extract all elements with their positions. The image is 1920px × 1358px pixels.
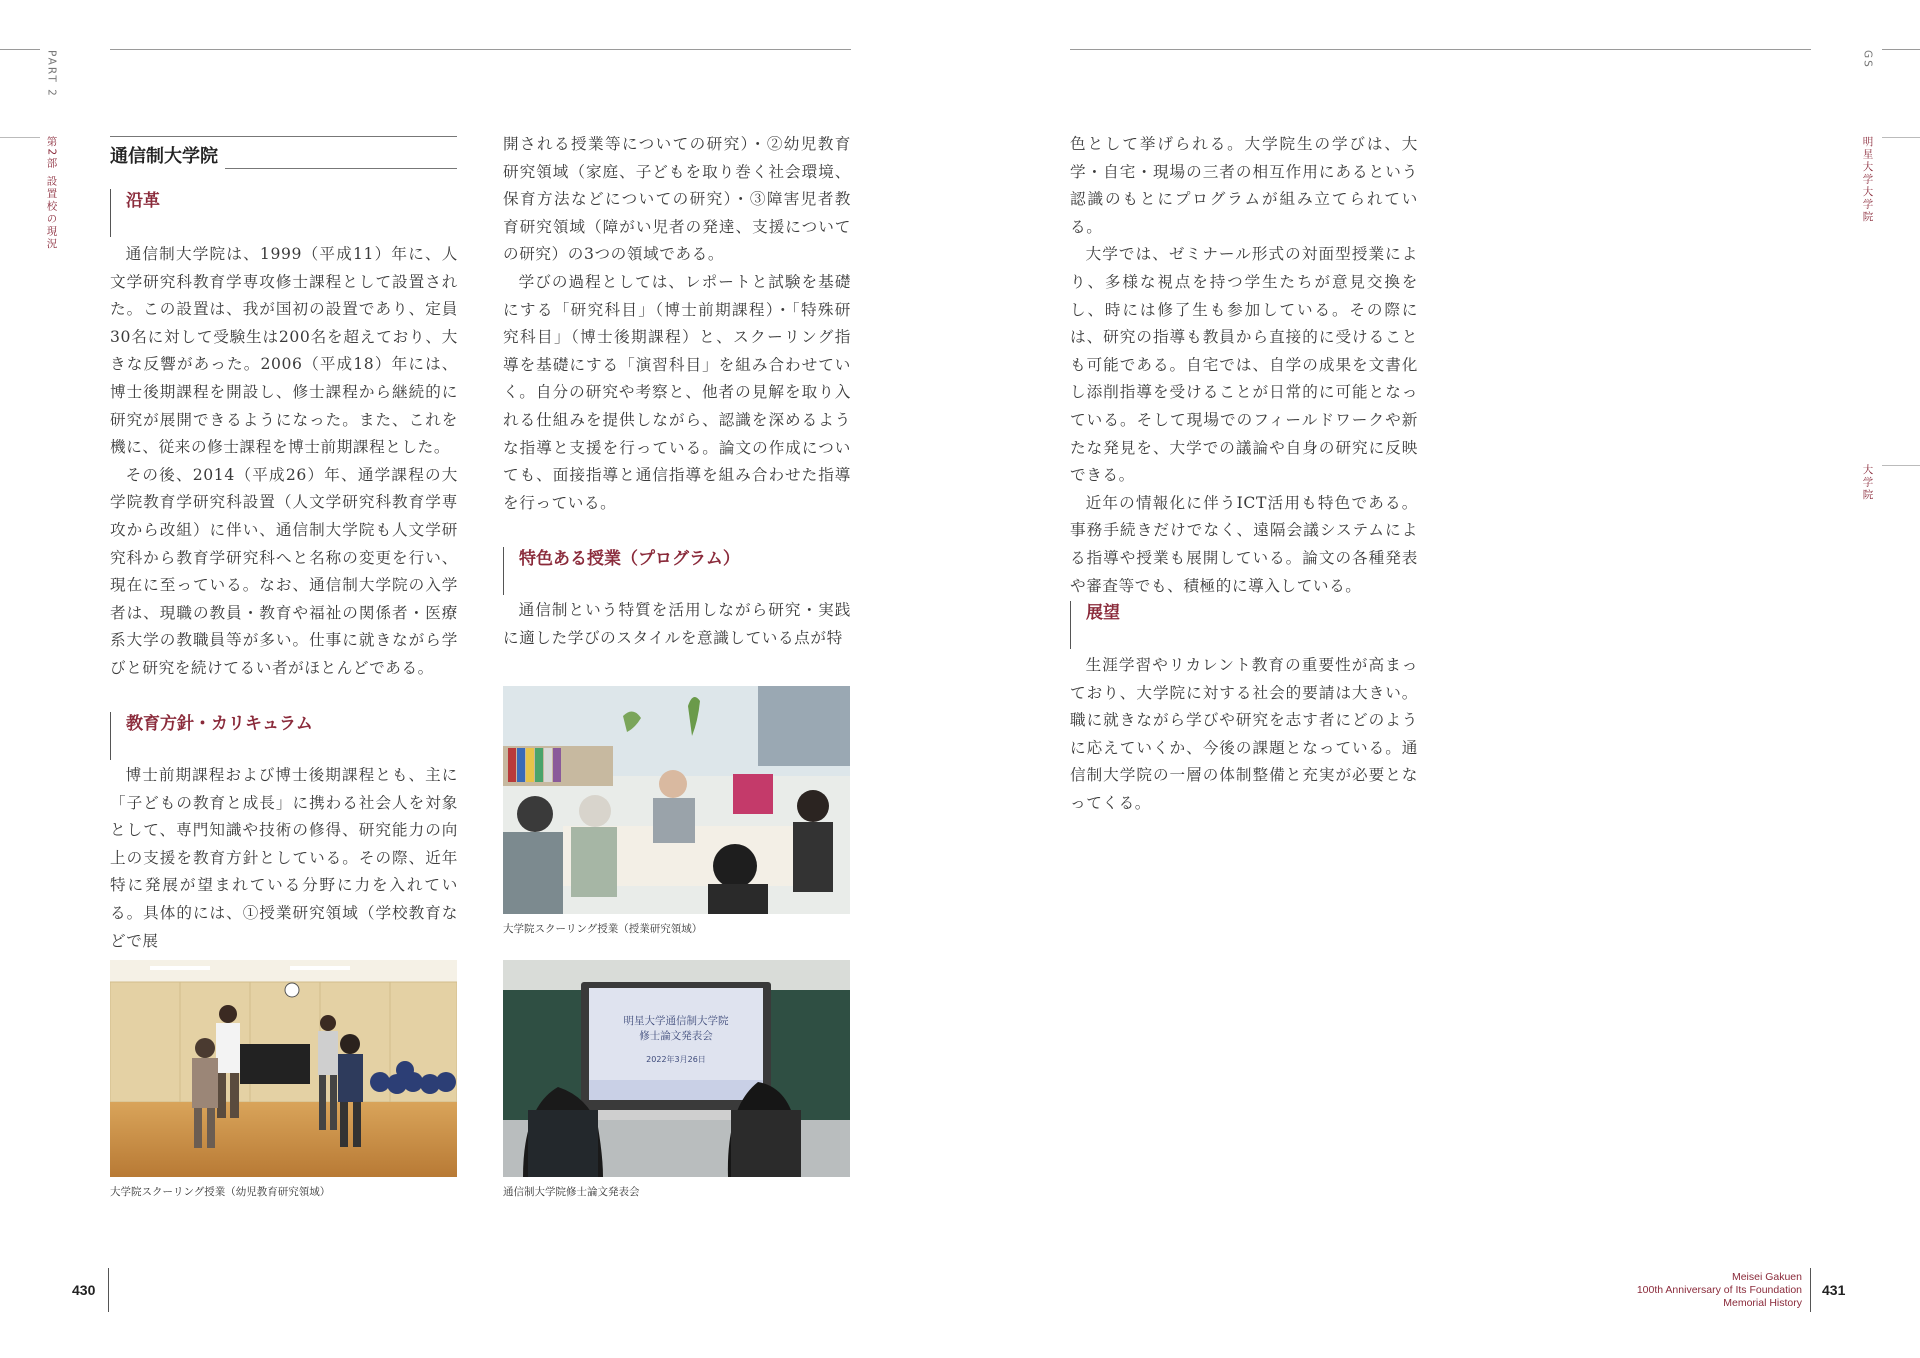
- left-edge-rule: [0, 49, 40, 50]
- presentation-screen-text: [589, 1014, 763, 1067]
- featured-text-start: [503, 597, 851, 652]
- subsection-outlook: [1070, 601, 1120, 649]
- featured-paragraph-3: 近年の情報化に伴うICT活用も特色である。事務手続きだけでなく、遠隔会議システムによる指導や授業も展開している。論文の各種発表や審査等でも、積極的に導入している。: [1070, 493, 1418, 595]
- footer-line-3: Memorial History: [1723, 1297, 1802, 1309]
- footer-english-title: [1637, 1271, 1802, 1310]
- left-page-number: 430: [72, 1282, 96, 1298]
- policy-paragraph-2: 学びの過程としては、レポートと試験を基礎にする「研究科目」（博士前期課程）・「特殊研究科目」（博士後期課程）と、スクーリング指導を基礎にする「演習科目」を組み合わせていく。自分の研究や考察と、他者の見解を取り入れる仕組みを提供しながら、認識を深めるような指導と支援を行っている。論文の作成についても、面接指導と通信指導を組み合わせた指導を行っている。: [503, 272, 851, 512]
- history-paragraph-1: 通信制大学院は、1999（平成11）年に、人文学研究科教育学専攻修士課程として設置された。この設置は、我が国初の設置であり、定員30名に対して受験生は200名を超えており、大きな反響があった。2006（平成18）年には、博士後期課程を開設し、修士課程から継続的に研究が展開できるようになった。また、これを機に、従来の修士課程を博士前期課程とした。: [110, 245, 458, 457]
- left-side-rule: [0, 137, 40, 138]
- gs-code-label: GS: [1861, 50, 1874, 69]
- screen-subtitle: 修士論文発表会: [639, 1030, 713, 1042]
- footer-line-1: Meisei Gakuen: [1731, 1271, 1802, 1283]
- seminar-photo-caption: 大学院スクーリング授業（授業研究領域）: [503, 923, 703, 935]
- subsection-policy: [110, 712, 313, 760]
- policy-paragraph-1: 博士前期課程および博士後期課程とも、主に「子どもの教育と成長」に携わる社会人を対象として、専門知識や技術の修得、研究能力の向上の支援を教育方針としている。その際、近年特に発展が望まれている分野に力を入れている。具体的には、①授業研究領域（学校教育などで展: [110, 766, 458, 950]
- division-side-label: 大学院: [1861, 464, 1874, 502]
- right-side-rule-2: [1882, 465, 1920, 466]
- outlook-paragraph-1: 生涯学習やリカレント教育の重要性が高まっており、大学院に対する社会的要請は大きい。職に就きながら学びや研究を志す者にどのように応えていくか、今後の課題となっている。通信制大学院の一層の体制整備と充実が必要となってくる。: [1070, 656, 1418, 812]
- screen-title: 明星大学通信制大学院: [623, 1015, 729, 1027]
- thesis-presentation-photo: [503, 960, 850, 1177]
- title-rule-bottom: [225, 168, 457, 169]
- column-2-text: [503, 131, 851, 517]
- featured-heading: 特色ある授業（プログラム）: [519, 549, 740, 569]
- policy-paragraph-1-continued: 開される授業等についての研究）・②幼児教育研究領域（家庭、子どもを取り巻く社会環境、保育方法などについての研究）・③障害児者教育研究領域（障がい児者の発達、支援についての研究）の3つの領域である。: [503, 135, 851, 264]
- dance-class-photo: [110, 960, 457, 1177]
- policy-text: [110, 762, 458, 955]
- right-edge-rule: [1882, 49, 1920, 50]
- outlook-heading: 展望: [1086, 603, 1120, 623]
- featured-paragraph-1: 通信制という特質を活用しながら研究・実践に適した学びのスタイルを意識している点が特: [503, 601, 851, 647]
- policy-heading: 教育方針・カリキュラム: [126, 714, 313, 734]
- part-label: PART 2: [45, 50, 58, 98]
- featured-paragraph-2: 大学では、ゼミナール形式の対面型授業により、多様な視点を持つ学生たちが意見交換をし、時には修了生も参加している。その際には、研究の指導も教員から直接的に受けることも可能である。自宅では、自学の成果を文書化し添削指導を受けることが日常的に可能となっている。そして現場でのフィールドワークや新たな発見を、大学での議論や自身の研究に反映できる。: [1070, 245, 1418, 485]
- top-rule-left-page: [110, 49, 851, 50]
- thesis-photo-caption: 通信制大学院修士論文発表会: [503, 1186, 640, 1198]
- top-rule-right-page: [1070, 49, 1811, 50]
- history-heading: 沿革: [126, 191, 160, 211]
- right-footer-divider: [1810, 1268, 1811, 1312]
- seminar-class-photo: [503, 686, 850, 914]
- featured-paragraph-1-continued: 色として挙げられる。大学院生の学びは、大学・自宅・現場の三者の相互作用にあるという認識のもとにプログラムが組み立てられている。: [1070, 135, 1418, 236]
- column-3-text: [1070, 131, 1418, 600]
- outlook-text: [1070, 652, 1418, 818]
- footer-line-2: 100th Anniversary of Its Foundation: [1636, 1284, 1802, 1296]
- section-side-label: 第2部 設置校の現況: [45, 136, 58, 251]
- history-text: [110, 241, 458, 683]
- school-side-label: 明星大学大学院: [1861, 136, 1874, 224]
- title-rule-top: [110, 136, 457, 137]
- section-title: 通信制大学院: [110, 146, 218, 167]
- subsection-history: [110, 189, 160, 237]
- right-page-number: 431: [1822, 1282, 1846, 1298]
- right-side-rule-1: [1882, 137, 1920, 138]
- screen-date: 2022年3月26日: [646, 1055, 706, 1064]
- subsection-featured: [503, 547, 740, 595]
- dance-photo-caption: 大学院スクーリング授業（幼児教育研究領域）: [110, 1186, 331, 1198]
- left-footer-divider: [108, 1268, 109, 1312]
- history-paragraph-2: その後、2014（平成26）年、通学課程の大学院教育学研究科設置（人文学研究科教育学専攻から改組）に伴い、通信制大学院も人文学研究科から教育学研究科へと名称の変更を行い、現在に至っている。なお、通信制大学院の入学者は、現職の教員・教育や福祉の関係者・医療系大学の教職員等が多い。仕事に就きながら学びと研究を続けてるい者がほとんどである。: [110, 465, 458, 677]
